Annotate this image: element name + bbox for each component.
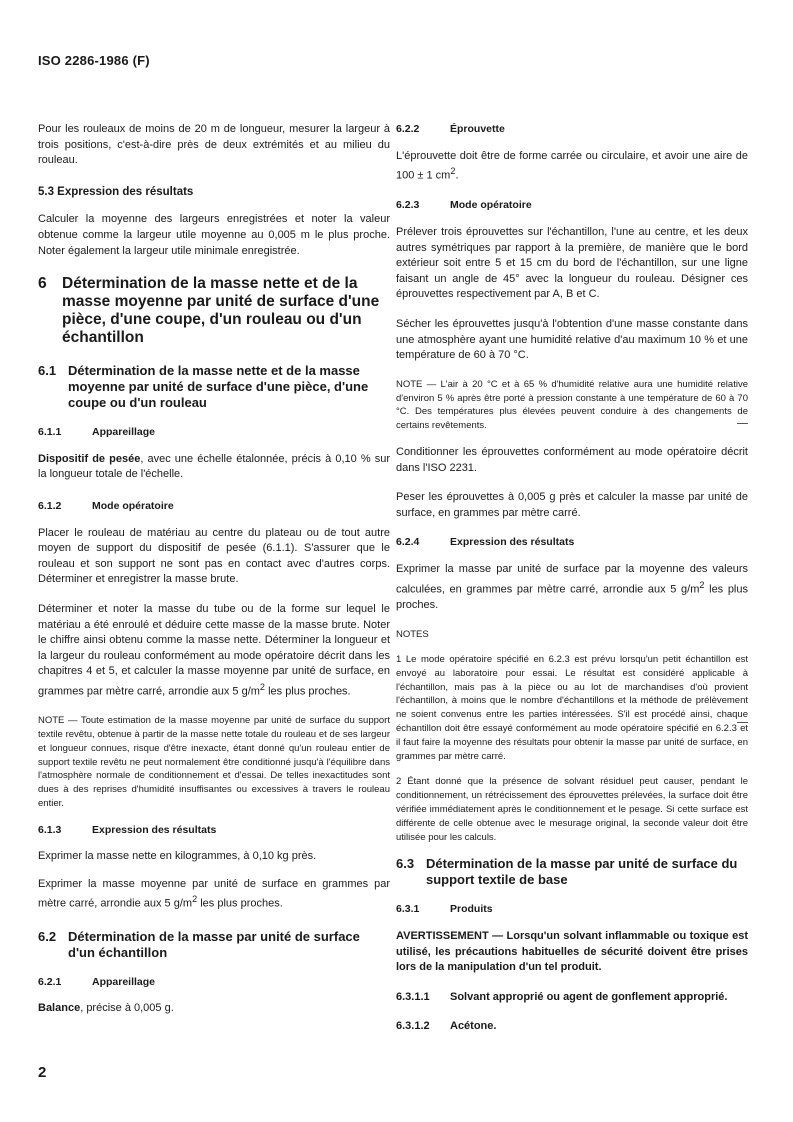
margin-mark [737,722,748,723]
heading-6 [38,275,390,347]
heading-6-title: Détermination de la masse nette et de la masse moyenne par unité de surface d'une pièce, d'une coupe, d'un rouleau ou d'un échantillon [62,275,380,347]
heading-6-2-1 [38,975,390,991]
heading-6-1-1 [38,425,390,441]
heading-6-1-2 [38,499,390,515]
item-6-3-1-1-number: 6.3.1.1 [396,990,430,1003]
paragraph-6-1-1-text: , avec une échelle étalonnée, précis à 0,10 % sur la longueur totale de l'échelle. [38,452,390,481]
heading-6-1 [38,363,390,411]
item-6-3-1-1 [396,990,748,1006]
paragraph-intro: Pour les rouleaux de moins de 20 m de longueur, mesurer la largeur à trois positions, c'est-à-dire près de deux extrémités et au milieu du rouleau. [38,123,390,167]
paragraph-6-1-1 [38,452,390,483]
item-6-3-1-2-number: 6.3.1.2 [396,1020,430,1033]
warning: AVERTISSEMENT — Lorsqu'un solvant inflammable ou toxique est utilisé, les précautions habituelles de sécurité doivent être prises lors de la manipulation d'un tel produit. [396,929,748,974]
heading-6-3-1 [396,902,748,918]
paragraph-6-1-2-b-text: Déterminer et noter la masse du tube ou de la forme sur lequel le matériau a été enroulé et déduire cette masse de la masse brute. Noter le chiffre ainsi obtenu comme la masse nette. Déterminer la longueur et la largeur du rouleau conformément au mode opératoire décrit dans les chapitres 4 et 5, et calculer la masse moyenne par unité de surface, en grammes par mètre carré, arrondie aux 5 g/m [38,602,390,698]
notes-label: NOTES [396,629,429,641]
heading-6-3-1-title: Produits [450,903,493,916]
heading-6-2-3-number: 6.2.3 [396,199,420,212]
paragraph-6-2-3-d: Peser les éprouvettes à 0,005 g près et calculer la masse par unité de surface, en grammes par mètre carré. [396,491,748,519]
heading-5-3: 5.3 Expression des résultats [38,185,194,198]
heading-6-2-2 [396,122,748,138]
heading-6-1-title: Détermination de la masse nette et de la masse moyenne par unité de surface d'une pièce, d'une coupe ou d'un rouleau [68,363,369,411]
heading-6-2-4 [396,535,748,551]
note-2: 2 Étant donné que la présence de solvant résiduel peut causer, pendant le conditionnement, un rétrécissement des éprouvettes prélevées, la surface doit être vérifiée immédiatement après le conditionnement et le pesage. Si cette surface est différente de celle obtenue avec le mesurage original, la seconde valeur doit être utilisée pour les calculs. [396,776,748,843]
paragraph-6-2-1 [38,1001,390,1017]
heading-6-1-3-title: Expression des résultats [92,823,217,836]
paragraph-6-2-4-text: Exprimer la masse par unité de surface par la moyenne des valeurs calculées, en grammes par mètre carré, arrondie aux 5 g/m [396,562,748,596]
heading-6-1-1-title: Appareillage [92,426,156,439]
superscript: 2 [259,681,266,692]
heading-6-number: 6 [38,275,47,293]
paragraph-6-2-2 [396,149,748,185]
heading-6-2 [38,929,390,961]
item-6-3-1-2 [396,1019,748,1035]
paragraph-6-1-2-b [38,602,390,700]
margin-mark [737,423,748,424]
heading-6-1-3 [38,823,390,839]
item-6-3-1-1-text: Solvant approprié ou agent de gonflement approprié. [450,990,728,1003]
heading-6-3-number: 6.3 [396,856,415,872]
term-dispositif-de-pesee: Dispositif de pesée [38,452,141,465]
heading-6-2-4-number: 6.2.4 [396,536,420,549]
superscript: 2 [699,579,705,590]
heading-6-1-1-number: 6.1.1 [38,426,62,439]
heading-6-2-number: 6.2 [38,928,57,944]
heading-6-2-2-number: 6.2.2 [396,123,420,135]
heading-6-2-3-title: Mode opératoire [450,199,532,212]
paragraph-6-2-2-text: L'éprouvette doit être de forme carrée ou circulaire, et avoir une aire de 100 ± 1 cm [396,149,748,182]
heading-6-1-2-title: Mode opératoire [92,499,174,512]
note-1: 1 Le mode opératoire spécifié en 6.2.3 est prévu lorsqu'un petit échantillon est envoyé au laboratoire pour essai. Le résultat est considéré applicable à l'échantillon, mais pas à la pièce ou au lot de marchandises d'où provient l'échantillon, à moins que le nombre d'échantillons et la méthode de prélèvement ne soient convenus entre les parties intéressées. S'il est procédé ainsi, chaque échantillon doit être essayé conformément au mode opératoire spécifié en 6.2.3 et il faut faire la moyenne des résultats pour obtenir la masse par unité de surface, en grammes par mètre carré. [396,653,748,762]
heading-6-1-number: 6.1 [38,363,57,379]
heading-6-2-title: Détermination de la masse par unité de surface d'un échantillon [68,928,360,960]
heading-6-2-3 [396,198,748,214]
paragraph-6-2-3-a: Prélever trois éprouvettes sur l'échantillon, l'une au centre, et les deux autres symétriques par rapport à la première, de manière que le bord extérieur soit entre 5 et 15 cm du bord de l'échantillon, sur une ligne faisant un angle de 45° avec la longueur du rouleau. Désigner ces éprouvettes respectivement par A, B et C. [396,226,748,301]
heading-6-1-2-number: 6.1.2 [38,499,62,512]
heading-6-1-3-number: 6.1.3 [38,823,62,836]
left-column [38,122,390,1017]
heading-6-2-4-title: Expression des résultats [450,536,575,549]
right-column [396,122,748,1035]
heading-6-2-2-title: Éprouvette [450,123,505,135]
paragraph-6-2-4-end: les plus proches. [396,583,748,611]
term-balance: Balance [38,1002,81,1015]
paragraph-6-1-3-b [38,877,390,913]
note-left: NOTE — Toute estimation de la masse moyenne par unité de surface du support textile revêtu, obtenue à partir de la masse nette totale du rouleau et de ses largeur et longueur connues, risque d'être inexacte, étant donné qu'un rouleau entier de support textile revêtu ne peut normalement être conditionné jusqu'à l'équilibre dans l'atmosphère normale de conditionnement et d'essai. De telles inexactitudes sont dues à des reprises d'humidité insuffisantes ou excessives à travers le rouleau entier. [38,715,390,809]
paragraph-6-2-2-end: . [455,169,459,182]
heading-6-2-1-number: 6.2.1 [38,975,62,988]
heading-6-3-1-number: 6.3.1 [396,903,420,916]
page-number: 2 [38,1064,47,1081]
document-code-header: ISO 2286-1986 (F) [38,53,150,68]
heading-6-3-title: Détermination de la masse par unité de surface du support textile de base [426,856,738,888]
paragraph-6-2-1-text: , précise à 0,005 g. [80,1002,174,1015]
paragraph-6-1-3-b-text: Exprimer la masse moyenne par unité de surface en grammes par mètre carré, arrondie aux 5 g/m [38,877,390,911]
paragraph-6-2-3-c: Conditionner les éprouvettes conformément au mode opératoire décrit dans l'ISO 2231. [396,445,748,474]
paragraph-6-1-2-b-end: les plus proches. [265,685,351,698]
heading-6-3 [396,856,748,888]
paragraph-6-1-3-b-end: les plus proches. [197,898,283,911]
superscript: 2 [450,166,456,177]
paragraph-6-1-3-a: Exprimer la masse nette en kilogrammes, à 0,10 kg près. [38,850,317,863]
item-6-3-1-2-text: Acétone. [450,1020,497,1033]
note-right: NOTE — L'air à 20 °C et à 65 % d'humidité relative aura une humidité relative d'environ 5 % après être porté à pression constante à une température de 60 à 70 °C. Des températures plus élevées peuvent conduire à des changements de certains revêtements. [396,378,748,432]
paragraph-6-2-4 [396,562,748,613]
paragraph-6-1-2-a: Placer le rouleau de matériau au centre du plateau ou de tout autre moyen de support du dispositif de pesée (6.1.1). S'assurer que le rouleau et son support ne sont pas en contact avec d'autres corps. Déterminer et enregistrer la masse brute. [38,526,390,586]
superscript: 2 [192,894,198,905]
heading-6-2-1-title: Appareillage [92,975,156,988]
paragraph-5-3: Calculer la moyenne des largeurs enregistrées et noter la valeur obtenue comme la largeur utile moyenne au 0,005 m le plus proche. Noter également la largeur utile minimale enregistrée. [38,213,390,257]
paragraph-6-2-3-b: Sécher les éprouvettes jusqu'à l'obtention d'une masse constante dans une atmosphère ayant une humidité relative d'au maximum 10 % et une température de 60 à 70 °C. [396,318,748,362]
